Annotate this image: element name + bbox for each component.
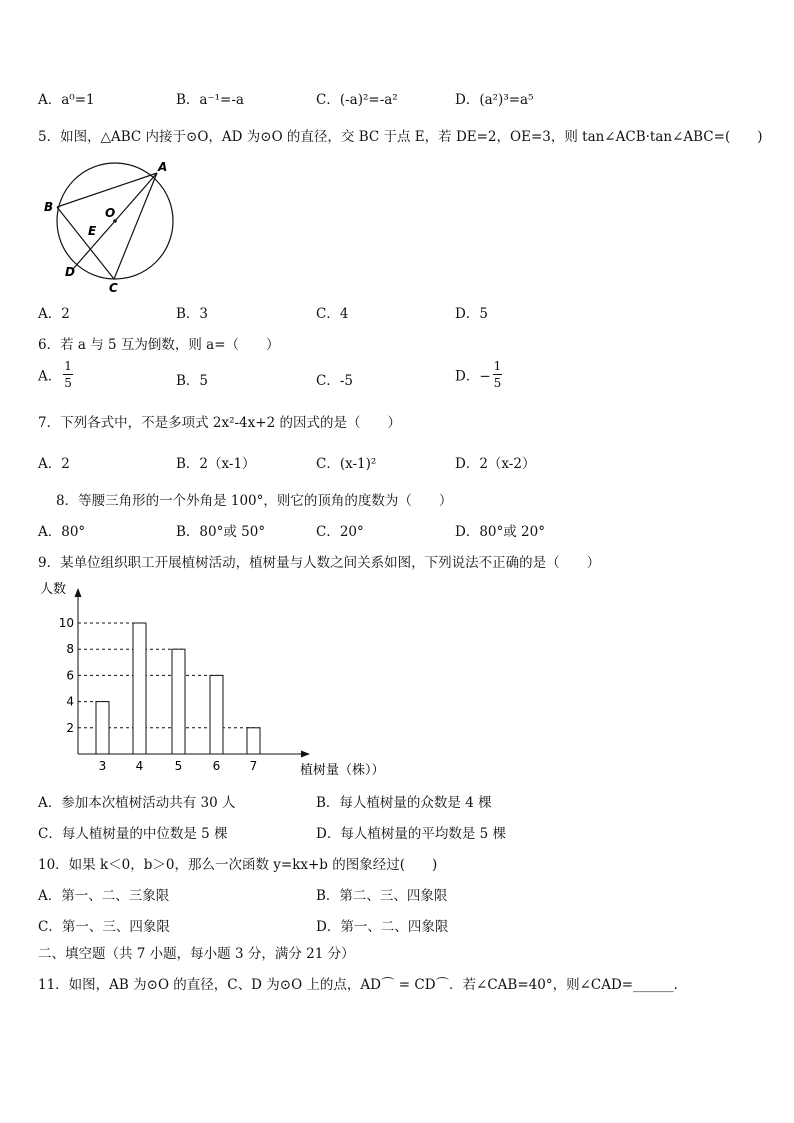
x-axis-label: 植树量（株））: [300, 763, 385, 778]
q4-option-c: C．(-a)²=-a²: [316, 92, 398, 108]
q9-bar-chart: [36, 576, 416, 781]
bar: [172, 649, 185, 754]
x-tick-label: 6: [212, 759, 221, 773]
q4-option-d: D．(a²)³=a⁵: [455, 92, 534, 108]
q5-option-a: A．2: [38, 306, 70, 322]
q4-option-a: A．a⁰=1: [38, 92, 95, 108]
y-tick-label: 6: [66, 668, 74, 683]
q7-option-a: A．2: [38, 456, 70, 472]
q5-circle-figure: [38, 155, 188, 295]
label-a: A: [158, 160, 168, 174]
section-title: 二、填空题（共 7 小题，每小题 3 分，满分 21 分）: [38, 946, 355, 962]
label-d: D: [65, 265, 75, 279]
y-tick-label: 10: [58, 616, 74, 630]
q6-option-c: C．-5: [316, 373, 353, 389]
fraction: $\frac{1}{5}$: [64, 359, 72, 390]
q5-stem: 5．如图，△ABC 内接于⊙O，AD 为⊙O 的直径，交 BC 于点 E，若 DE=2，OE=3，则 tan∠ACB·tan∠ABC=( ): [38, 129, 763, 145]
q10-option-d: D．第一、二、四象限: [316, 919, 449, 935]
q7-stem: 7．下列各式中，不是多项式 2x²-4x+2 的因式的是（ ）: [38, 415, 401, 431]
q6-option-d: D．− $\frac{1}{5}$: [455, 359, 502, 390]
q9-option-a: A．参加本次植树活动共有 30 人: [38, 795, 236, 811]
q8-stem: 8．等腰三角形的一个外角是 100°，则它的顶角的度数为（ ）: [56, 493, 453, 509]
chord-ac: [114, 173, 157, 279]
q5-option-b: B．3: [176, 306, 209, 322]
q4-option-b: B．a⁻¹=-a: [176, 92, 244, 108]
q10-stem: 10．如果 k＜0，b＞0，那么一次函数 y=kx+b 的图象经过( ): [38, 857, 438, 873]
q7-option-d: D．2（x-2）: [455, 456, 536, 472]
q8-option-c: C．20°: [316, 524, 364, 540]
q7-option-b: B．2（x-1）: [176, 456, 256, 472]
q8-option-b: B．80°或 50°: [176, 524, 266, 540]
q9-option-c: C．每人植树量的中位数是 5 棵: [38, 826, 228, 842]
q5-option-d: D．5: [455, 306, 488, 322]
bar: [210, 675, 223, 754]
q7-option-c: C．(x-1)²: [316, 456, 377, 472]
q6-option-a: A． $\frac{1}{5}$: [38, 359, 72, 390]
q8-option-a: A．80°: [38, 524, 86, 540]
x-tick-label: 7: [249, 759, 258, 773]
x-tick-label: 5: [174, 759, 183, 773]
x-axis-arrow: [301, 751, 310, 758]
label-o: O: [105, 206, 116, 220]
x-tick-label: 3: [98, 759, 107, 773]
q8-option-d: D．80°或 20°: [455, 524, 545, 540]
y-axis-arrow: [75, 588, 82, 597]
q10-option-a: A．第一、二、三象限: [38, 888, 170, 904]
y-tick-label: 2: [66, 720, 74, 735]
bar: [133, 623, 146, 754]
q10-option-b: B．第二、三、四象限: [316, 888, 448, 904]
y-tick-label: 8: [66, 642, 74, 657]
q5-option-c: C．4: [316, 306, 349, 322]
y-axis-label: 人数: [40, 582, 67, 597]
fraction: $\frac{1}{5}$: [493, 359, 502, 390]
q9-option-d: D．每人植树量的平均数是 5 棵: [316, 826, 506, 842]
label-e: E: [88, 224, 97, 238]
q10-option-c: C．第一、三、四象限: [38, 919, 170, 935]
label-b: B: [44, 200, 54, 214]
q11-stem: 11．如图，AB 为⊙O 的直径，C、D 为⊙O 上的点，AD⌒ = CD⌒．若∠CAB=40°，则∠CAD=______．: [38, 977, 688, 993]
q9-stem: 9．某单位组织职工开展植树活动，植树量与人数之间关系如图，下列说法不正确的是（ ）: [38, 555, 601, 571]
q9-option-b: B．每人植树量的众数是 4 棵: [316, 795, 492, 811]
bar: [96, 702, 109, 754]
label-c: C: [109, 281, 118, 295]
y-tick-label: 4: [66, 694, 74, 709]
x-tick-label: 4: [135, 759, 144, 773]
q6-option-b: B．5: [176, 373, 209, 389]
bar: [247, 728, 260, 754]
q6-stem: 6．若 a 与 5 互为倒数，则 a=（ ）: [38, 337, 280, 353]
